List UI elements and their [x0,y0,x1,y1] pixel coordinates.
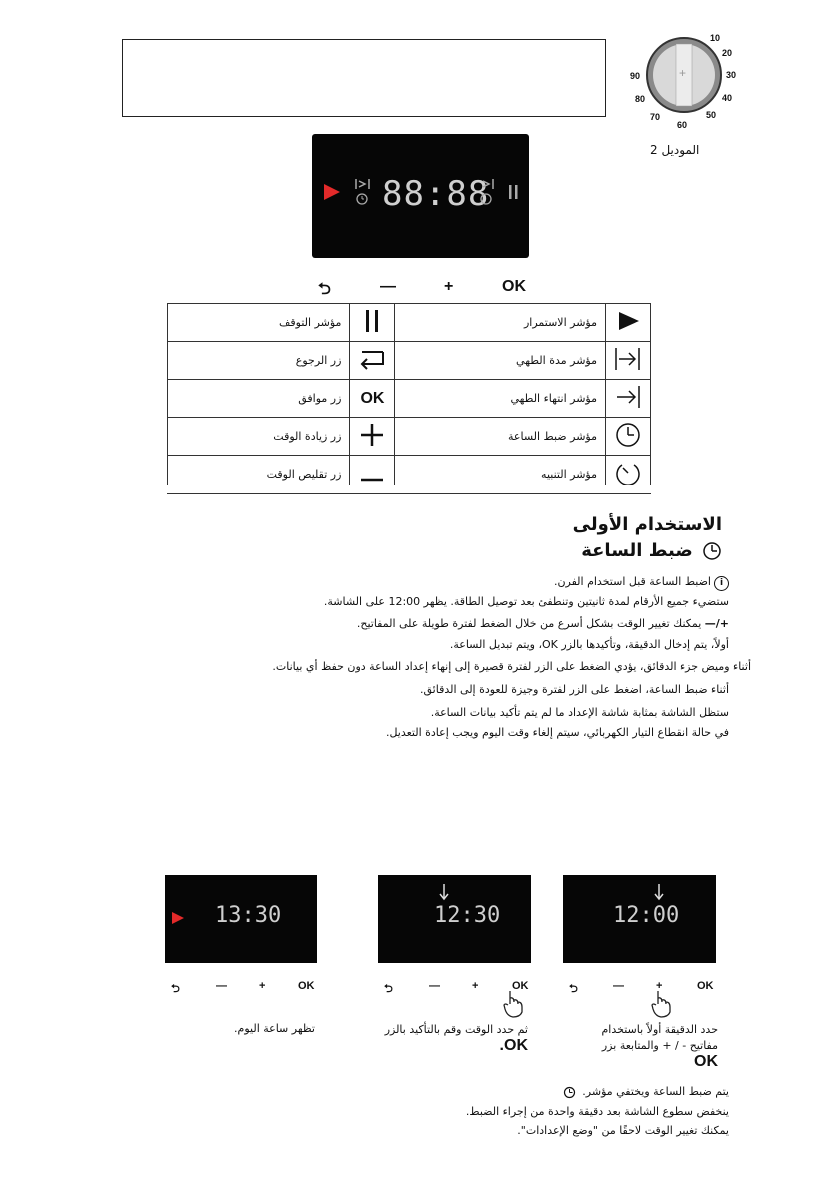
legend-label: زر موافق [168,380,350,418]
plus-button[interactable]: + [444,278,454,295]
footer-line: ينخفض سطوع الشاشة بعد دقيقة واحدة من إجراء الضبط. [465,1105,729,1118]
section-title: الاستخدام الأولى [572,514,722,535]
section-subtitle [420,540,722,561]
minus-button[interactable]: — [380,278,396,295]
back-icon [357,348,387,370]
back-button[interactable]: ⮌ [569,983,578,995]
legend-label: زر الرجوع [168,342,350,380]
legend-label: مؤشر الاستمرار [395,304,606,342]
instruction-line: iاضبط الساعة قبل استخدام الفرن. [554,575,729,591]
instruction-line: أولاً، يتم إدخال الدقيقة، وتأكيدها بالزر OK، ويتم تبديل الساعة. [449,638,729,651]
knob-mark: 90 [630,71,641,81]
clock-digits: 88:88 [382,174,490,214]
legend-table [167,303,651,494]
minus-button[interactable]: — [429,980,440,992]
minus-button[interactable]: — [216,980,227,992]
ok-icon: OK [360,389,385,407]
knob-mark: 30 [726,70,737,80]
knob-mark: 20 [722,48,733,58]
legend-label: مؤشر انتهاء الطهي [395,380,606,418]
display-panel-current [165,875,317,963]
clock-digits: 12:00 [613,903,680,928]
arrow-down-icon [438,883,450,901]
ok-button[interactable]: OK [512,980,529,992]
instruction-line: أثناء وميض جزء الدقائق، يؤدي الضغط على الزر لفترة قصيرة إلى إنهاء إعداد الساعة دون حفظ أي بيانات. [272,660,751,673]
table-row [168,380,651,418]
panel-caption: حدد الدقيقة أولاً باستخدام مفاتيح - / + والمتابعة بزر OK [601,1023,718,1070]
temperature-knob [618,28,748,128]
cook-duration-icon [613,346,643,372]
knob-mark: 10 [710,33,721,43]
model-label: الموديل 2 [650,143,700,157]
legend-label: مؤشر ضبط الساعة [395,418,606,456]
clock-icon [563,1086,576,1099]
knob-mark: 50 [706,110,717,120]
ok-button[interactable]: OK [697,980,714,992]
clock-digits: 12:30 [434,903,501,928]
section-subtitle-text: ضبط الساعة [581,540,693,561]
back-button[interactable]: ⮌ [384,983,393,995]
plus-button[interactable]: + [656,980,663,992]
ok-button[interactable]: OK [298,980,315,992]
play-icon [615,309,641,333]
clock-digits: 13:30 [215,903,282,928]
panel-caption: تظهر ساعة اليوم. [234,1022,315,1035]
clock-icon [702,541,722,561]
plus-button[interactable]: + [472,980,479,992]
oven-display [312,134,529,258]
display-panel-minute [563,875,716,963]
plus-button[interactable]: + [259,980,266,992]
table-row [168,304,651,342]
cook-duration-icon [354,176,372,206]
knob-mark: 60 [677,120,688,130]
instruction-line: أثناء ضبط الساعة، اضغط على الزر لفترة وجيزة للعودة إلى الدقائق. [420,683,729,696]
legend-label: مؤشر التنبيه [395,456,606,494]
pause-icon [362,309,382,333]
plus-minus-icon: +/— [704,617,729,630]
footer-line: يتم ضبط الساعة ويختفي مؤشر. [563,1085,729,1099]
legend-label: زر تقليص الوقت [168,456,350,494]
finger-press-icon [648,988,674,1018]
play-icon [322,182,342,202]
knob-mark: 40 [722,93,733,103]
knob-center: + [679,66,687,80]
pause-icon [508,184,520,200]
instruction-line: ستظل الشاشة بمثابة شاشة الإعداد ما لم يتم تأكيد بيانات الساعة. [430,706,729,719]
image-placeholder-box [122,39,606,117]
minus-icon [359,460,385,486]
legend-label: مؤشر التوقف [168,304,350,342]
display-panel-hour [378,875,531,963]
cook-end-icon [613,384,643,410]
instruction-line: في حالة انقطاع التيار الكهربائي، سيتم إلغاء وقت اليوم ويجب إعادة التعديل. [385,726,729,739]
clock-icon [614,421,642,449]
plus-icon [359,422,385,448]
legend-label: مؤشر مدة الطهي [395,342,606,380]
back-button[interactable]: ⮌ [318,281,331,298]
ok-button[interactable]: OK [502,278,526,295]
arrow-down-icon [653,883,665,901]
play-icon [171,911,185,925]
table-row [168,342,651,380]
minus-button[interactable]: — [613,980,624,992]
cook-end-icon [478,176,496,206]
table-cut [160,485,660,493]
instruction-line: ستضيء جميع الأرقام لمدة ثانيتين وتنطفئ بعد توصيل الطاقة. يظهر 12:00 على الشاشة. [323,595,729,608]
panel-caption: ثم حدد الوقت وقم بالتأكيد بالزر OK. [384,1023,528,1054]
footer-line: يمكنك تغيير الوقت لاحقًا من "وضع الإعدادات". [517,1124,729,1137]
table-row [168,418,651,456]
instruction-line: +/— يمكنك تغيير الوقت بشكل أسرع من خلال الضغط لفترة طويلة على المفاتيح. [356,617,729,630]
alarm-icon [614,459,642,487]
info-icon: i [714,576,729,591]
knob-mark: 70 [650,112,661,122]
knob-mark: 80 [635,94,646,104]
back-button[interactable]: ⮌ [171,983,180,995]
finger-press-icon [500,988,526,1018]
legend-label: زر زيادة الوقت [168,418,350,456]
